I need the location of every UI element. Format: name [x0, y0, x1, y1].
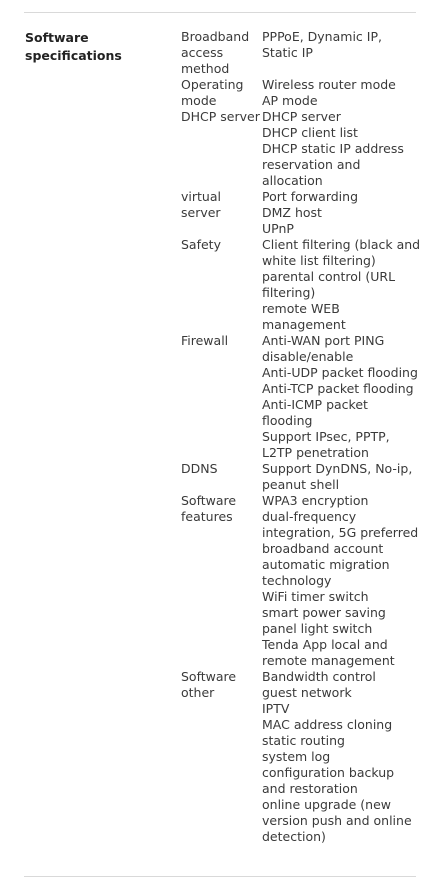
section-title: Software specifications: [25, 30, 122, 63]
spec-value: Support DynDNS, No-ip, peanut shell: [262, 461, 413, 492]
spec-label: Broadband access method: [181, 29, 250, 76]
spec-value: Anti-WAN port PING disable/enable: [262, 333, 385, 364]
spec-value: configuration backup and restoration: [262, 765, 395, 796]
spec-value: DHCP static IP address reservation and allocation: [262, 141, 404, 188]
spec-value: UPnP: [262, 221, 294, 236]
spec-values: [262, 333, 421, 461]
spec-value: online upgrade (new version push and online detection): [262, 797, 412, 844]
spec-label: Firewall: [181, 333, 229, 348]
top-divider: [24, 12, 416, 13]
spec-values: [262, 29, 421, 61]
spec-label: DHCP server: [181, 109, 260, 124]
spec-values: [262, 189, 421, 237]
spec-row: [181, 493, 421, 669]
spec-value: Port forwarding: [262, 189, 359, 204]
spec-values: [262, 109, 421, 189]
spec-row: [181, 77, 421, 109]
spec-value: Anti-UDP packet flooding: [262, 365, 418, 380]
spec-value: panel light switch: [262, 621, 373, 636]
spec-row: [181, 189, 421, 237]
spec-value: Anti-ICMP packet flooding: [262, 397, 368, 428]
spec-value: DHCP server: [262, 109, 341, 124]
spec-value: IPTV: [262, 701, 290, 716]
spec-values: [262, 237, 421, 333]
spec-value: Client filtering (black and white list filtering): [262, 237, 421, 268]
spec-value: AP mode: [262, 93, 318, 108]
spec-row: [181, 29, 421, 77]
spec-value: Anti-TCP packet flooding: [262, 381, 414, 396]
spec-value: Wireless router mode: [262, 77, 396, 92]
bottom-divider: [24, 876, 416, 877]
spec-value: DMZ host: [262, 205, 322, 220]
spec-value: broadband account automatic migration technology: [262, 541, 390, 588]
spec-row: [181, 669, 421, 845]
spec-values: [262, 493, 421, 669]
spec-table: [181, 29, 421, 845]
spec-values: [262, 461, 421, 493]
spec-value: dual-frequency integration, 5G preferred: [262, 509, 419, 540]
spec-value: Bandwidth control: [262, 669, 376, 684]
spec-row: [181, 333, 421, 461]
spec-label: Software other: [181, 669, 237, 700]
spec-value: WPA3 encryption: [262, 493, 369, 508]
spec-value: remote WEB management: [262, 301, 346, 332]
spec-label: DDNS: [181, 461, 218, 476]
spec-value: Tenda App local and remote management: [262, 637, 395, 668]
spec-value: MAC address cloning: [262, 717, 393, 732]
spec-value: DHCP client list: [262, 125, 358, 140]
spec-values: [262, 669, 421, 845]
spec-value: system log: [262, 749, 331, 764]
spec-value: smart power saving: [262, 605, 386, 620]
spec-label: Operating mode: [181, 77, 244, 108]
spec-value: guest network: [262, 685, 352, 700]
spec-label: Safety: [181, 237, 221, 252]
spec-value: WiFi timer switch: [262, 589, 369, 604]
spec-row: [181, 109, 421, 189]
spec-row: [181, 237, 421, 333]
spec-value: static routing: [262, 733, 345, 748]
spec-values: [262, 77, 421, 109]
spec-label: virtual server: [181, 189, 221, 220]
spec-value: parental control (URL filtering): [262, 269, 396, 300]
spec-value: PPPoE, Dynamic IP, Static IP: [262, 29, 382, 60]
spec-row: [181, 461, 421, 493]
spec-label: Software features: [181, 493, 237, 524]
spec-value: Support IPsec, PPTP, L2TP penetration: [262, 429, 390, 460]
